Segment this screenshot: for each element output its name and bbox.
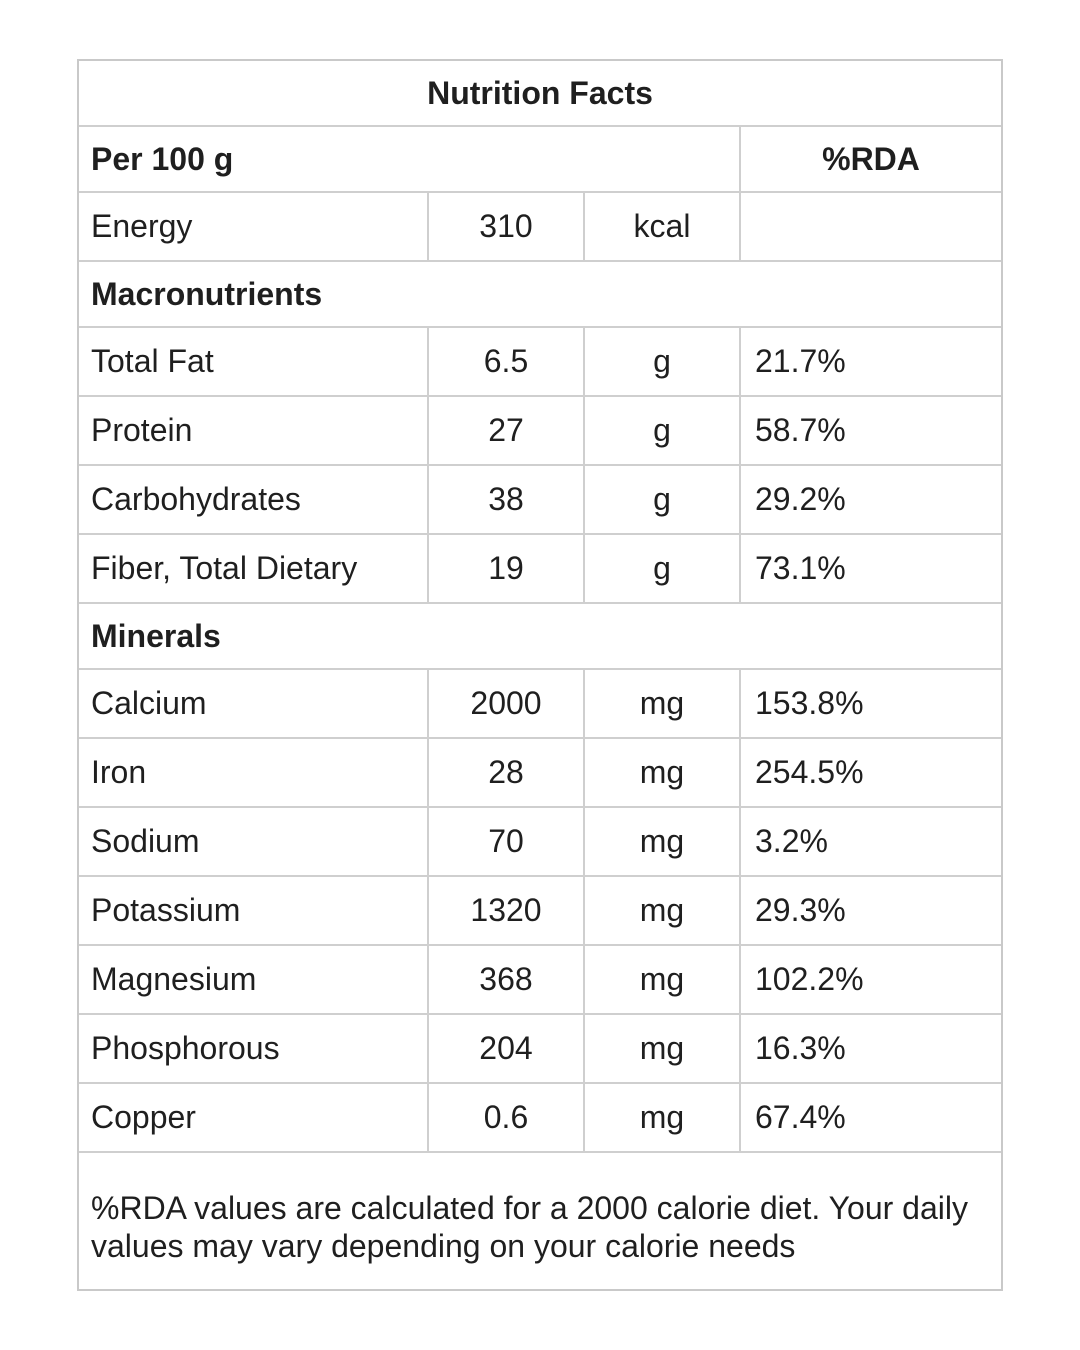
nutrient-row: [79, 535, 1001, 604]
nutrient-name: Fiber, Total Dietary: [79, 535, 429, 602]
per-serving-label: Per 100 g: [79, 127, 741, 191]
nutrient-row: [79, 808, 1001, 877]
nutrient-unit: mg: [585, 946, 741, 1013]
nutrient-row: [79, 1084, 1001, 1153]
section-title: Minerals: [91, 617, 221, 654]
panel-title: Nutrition Facts: [79, 61, 1001, 127]
section-title: Macronutrients: [91, 275, 323, 312]
nutrient-rda: 102.2%: [755, 961, 864, 997]
nutrient-rda: 3.2%: [755, 823, 828, 859]
nutrient-unit: mg: [585, 808, 741, 875]
nutrient-name: Calcium: [79, 670, 429, 737]
nutrient-rda: 29.2%: [755, 481, 846, 517]
section-header-macronutrients: [79, 262, 1001, 328]
nutrient-name: Iron: [79, 739, 429, 806]
nutrient-name: Total Fat: [79, 328, 429, 395]
nutrient-unit: mg: [585, 739, 741, 806]
nutrition-facts-panel: [77, 59, 1003, 1291]
energy-row: [79, 193, 1001, 262]
nutrient-rda: [741, 193, 1001, 260]
nutrient-rda: 67.4%: [755, 1099, 846, 1135]
nutrient-amount: 2000: [429, 670, 585, 737]
nutrient-row: [79, 328, 1001, 397]
nutrient-rda: 254.5%: [755, 754, 864, 790]
nutrient-amount: 0.6: [429, 1084, 585, 1151]
nutrient-unit: mg: [585, 1015, 741, 1082]
nutrient-row: [79, 1015, 1001, 1084]
nutrient-row: [79, 877, 1001, 946]
nutrient-unit: g: [585, 328, 741, 395]
nutrient-rda: 21.7%: [755, 343, 846, 379]
nutrient-name: Protein: [79, 397, 429, 464]
nutrient-row: [79, 946, 1001, 1015]
section-header-minerals: [79, 604, 1001, 670]
nutrient-amount: 38: [429, 466, 585, 533]
nutrient-name: Energy: [79, 193, 429, 260]
nutrient-name: Carbohydrates: [79, 466, 429, 533]
nutrient-unit: g: [585, 535, 741, 602]
nutrient-amount: 19: [429, 535, 585, 602]
nutrient-amount: 368: [429, 946, 585, 1013]
nutrient-amount: 204: [429, 1015, 585, 1082]
nutrient-amount: 1320: [429, 877, 585, 944]
nutrient-amount: 28: [429, 739, 585, 806]
nutrient-row: [79, 397, 1001, 466]
nutrient-amount: 70: [429, 808, 585, 875]
mineral-list: [79, 670, 1001, 1153]
nutrient-rda: 29.3%: [755, 892, 846, 928]
nutrient-rda: 16.3%: [755, 1030, 846, 1066]
nutrient-name: Sodium: [79, 808, 429, 875]
footnote: %RDA values are calculated for a 2000 calorie diet. Your daily values may vary depending on your calorie needs: [91, 1190, 968, 1264]
nutrient-name: Copper: [79, 1084, 429, 1151]
nutrient-amount: 6.5: [429, 328, 585, 395]
header-row: [79, 127, 1001, 193]
nutrient-unit: g: [585, 466, 741, 533]
nutrient-amount: 27: [429, 397, 585, 464]
nutrient-row: [79, 739, 1001, 808]
nutrient-unit: mg: [585, 1084, 741, 1151]
nutrient-unit: mg: [585, 670, 741, 737]
rda-column-header: %RDA: [822, 140, 920, 177]
nutrient-unit: g: [585, 397, 741, 464]
macronutrient-list: [79, 328, 1001, 604]
nutrient-name: Phosphorous: [79, 1015, 429, 1082]
nutrient-rda: 153.8%: [755, 685, 864, 721]
nutrient-rda: 58.7%: [755, 412, 846, 448]
nutrient-name: Potassium: [79, 877, 429, 944]
nutrient-rda: 73.1%: [755, 550, 846, 586]
nutrient-name: Magnesium: [79, 946, 429, 1013]
nutrient-amount: 310: [429, 193, 585, 260]
nutrient-row: [79, 670, 1001, 739]
nutrient-row: [79, 466, 1001, 535]
nutrient-unit: kcal: [585, 193, 741, 260]
nutrient-unit: mg: [585, 877, 741, 944]
